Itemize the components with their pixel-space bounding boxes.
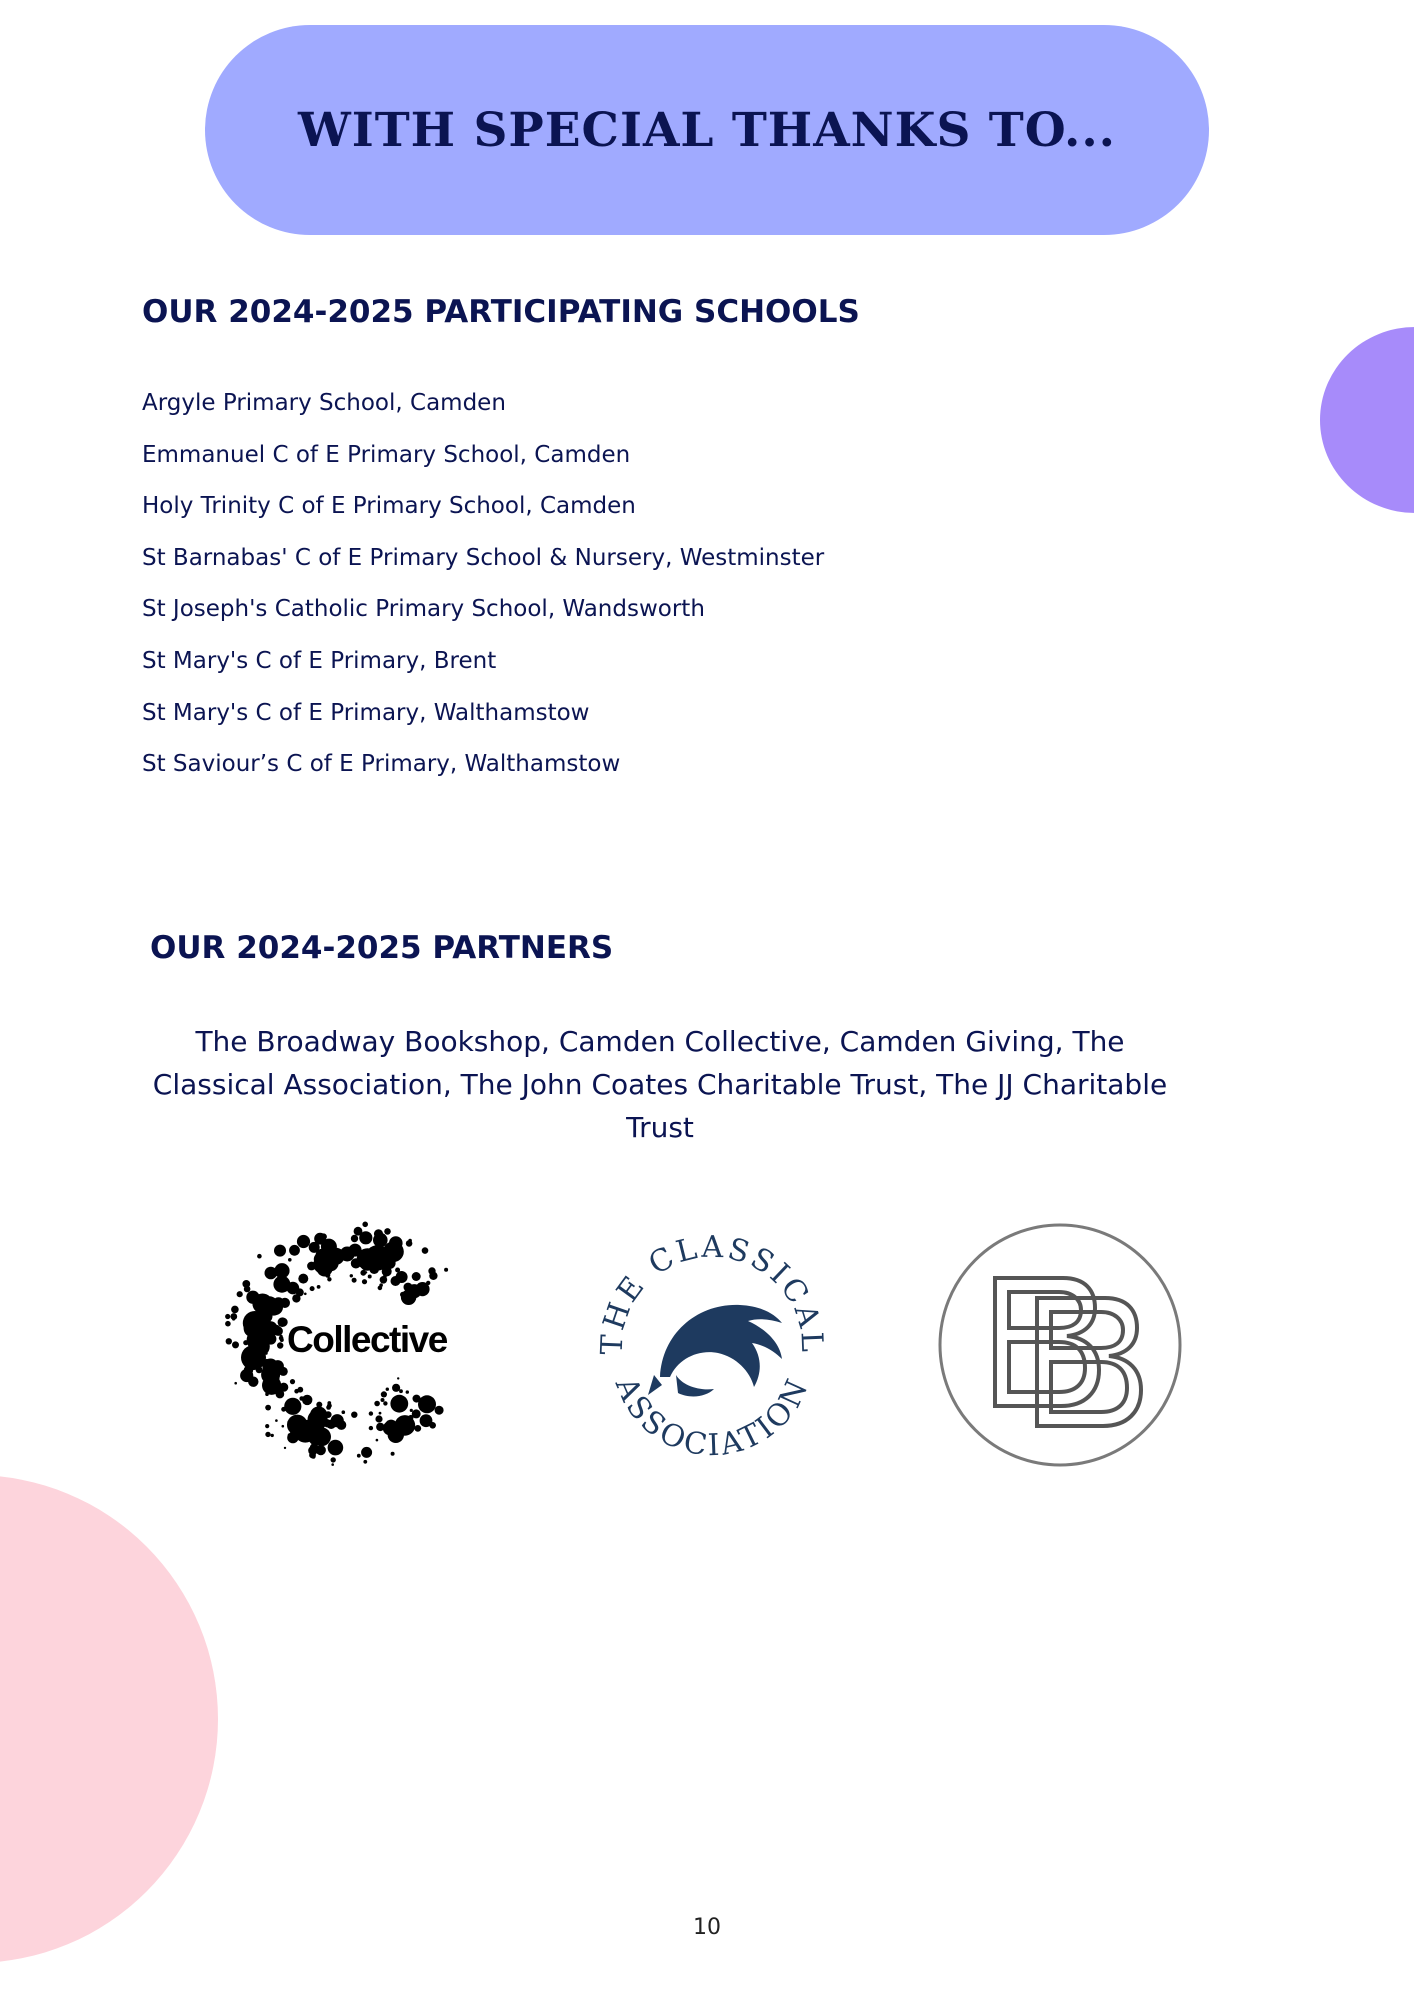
collective-logo-dot	[265, 1405, 271, 1411]
collective-logo-dot	[328, 1440, 344, 1456]
collective-logo-dot	[287, 1421, 290, 1424]
collective-logo-dot	[284, 1398, 301, 1415]
collective-logo-dot	[244, 1286, 251, 1293]
collective-logo-dot	[342, 1410, 346, 1414]
collective-logo-dot	[395, 1268, 400, 1273]
collective-logo-dot	[360, 1270, 366, 1276]
collective-logo-dot	[422, 1247, 429, 1254]
classical-association-logo	[590, 1225, 835, 1470]
collective-logo-dot	[271, 1434, 274, 1437]
collective-logo-dot	[351, 1412, 357, 1418]
collective-logo-dot	[374, 1229, 383, 1238]
collective-logo-dot	[376, 1439, 379, 1442]
collective-logo-dot	[273, 1297, 285, 1309]
collective-logo-dot	[444, 1268, 448, 1272]
collective-logo-dot	[226, 1338, 232, 1344]
collective-logo-dot	[401, 1290, 416, 1305]
page-number: 10	[693, 1915, 721, 1940]
collective-logo-dot	[408, 1239, 412, 1243]
collective-logo-dot	[294, 1389, 299, 1394]
collective-logo-dot	[248, 1377, 258, 1387]
collective-logo-dot	[381, 1391, 387, 1397]
list-item: St Joseph's Catholic Primary School, Wandsworth	[142, 596, 705, 623]
collective-logo-dot	[325, 1411, 332, 1418]
schools-list	[142, 390, 824, 803]
collective-logo-dot	[397, 1377, 399, 1379]
collective-logo-dot	[384, 1228, 391, 1235]
bb-monogram-icon	[995, 1278, 1141, 1426]
collective-logo-dot	[310, 1286, 315, 1291]
collective-logo-dot	[390, 1395, 408, 1413]
collective-logo-dot	[231, 1306, 239, 1314]
collective-logo-dot	[383, 1421, 397, 1435]
camden-collective-logo	[215, 1212, 475, 1472]
collective-logo-dot	[323, 1419, 331, 1427]
dolphin-icon	[648, 1305, 782, 1397]
collective-logo-dot	[412, 1272, 421, 1281]
collective-logo-dot	[321, 1239, 337, 1255]
collective-logo-dot	[351, 1235, 358, 1242]
collective-logo-dot	[284, 1447, 286, 1449]
collective-logo-dot	[362, 1222, 368, 1228]
collective-logo-dot	[350, 1274, 353, 1277]
collective-logo-dot	[265, 1392, 269, 1396]
collective-logo-dot	[383, 1401, 387, 1405]
collective-logo-dot	[361, 1447, 372, 1458]
collective-logo-dot	[298, 1274, 308, 1284]
collective-logo-dot	[272, 1360, 284, 1372]
collective-logo-dot	[273, 1276, 290, 1293]
collective-logo-dot	[331, 1256, 334, 1259]
list-item: St Saviour’s C of E Primary, Walthamstow	[142, 751, 621, 778]
collective-logo-dot	[234, 1382, 237, 1385]
collective-logo-dot	[360, 1257, 373, 1270]
decorative-purple-circle	[1320, 327, 1414, 513]
collective-logo-dot	[357, 1454, 361, 1458]
collective-logo-dot	[277, 1342, 283, 1348]
page-title: WITH SPECIAL THANKS TO...	[297, 102, 1117, 158]
collective-logo-dot	[297, 1235, 310, 1248]
schools-heading: OUR 2024-2025 PARTICIPATING SCHOOLS	[142, 294, 860, 330]
collective-logo-dot	[352, 1278, 357, 1283]
collective-logo-dot	[392, 1384, 400, 1392]
collective-logo-dot	[351, 1258, 361, 1268]
collective-logo-dot	[426, 1402, 431, 1407]
collective-logo-dot	[312, 1427, 331, 1446]
collective-logo-dot	[379, 1412, 382, 1415]
collective-logo-dot	[265, 1267, 278, 1280]
collective-logo-dot	[363, 1460, 367, 1464]
collective-logo-dot	[362, 1279, 367, 1284]
collective-logo-dot	[326, 1270, 330, 1274]
collective-logo-text: Collective	[287, 1319, 447, 1360]
collective-logo-dot	[287, 1415, 308, 1436]
collective-logo-dot	[257, 1254, 262, 1259]
collective-logo-dot	[304, 1293, 307, 1296]
collective-logo-dot	[406, 1390, 409, 1393]
collective-logo-dot	[225, 1321, 231, 1327]
collective-logo-dot	[389, 1236, 403, 1250]
collective-logo-dot	[259, 1321, 277, 1339]
collective-logo-dot	[311, 1415, 314, 1418]
collective-logo-dot	[326, 1405, 331, 1410]
collective-logo-dot	[429, 1422, 433, 1426]
collective-logo-dot	[369, 1426, 373, 1430]
collective-logo-dot	[289, 1245, 300, 1256]
classical-logo-bottom-text: ASSOCIATION	[607, 1371, 817, 1464]
classical-logo-top-text: THE CLASSICAL	[594, 1229, 830, 1356]
collective-logo-dot	[317, 1285, 321, 1289]
broadway-bookshop-logo	[935, 1220, 1185, 1470]
list-item: St Mary's C of E Primary, Walthamstow	[142, 699, 590, 726]
partners-text: The Broadway Bookshop, Camden Collective, Camden Giving, The Classical Association, The John Coates Charitable Trust, The JJ Charitable Trust	[152, 1025, 1168, 1144]
collective-logo-dot	[225, 1314, 230, 1319]
collective-logo-dot	[386, 1388, 389, 1391]
collective-logo-dot	[296, 1288, 304, 1296]
collective-logo-dot	[435, 1406, 444, 1415]
collective-logo-dot	[316, 1445, 326, 1455]
collective-logo-dot	[432, 1270, 435, 1273]
collective-logo-dot	[327, 1401, 331, 1405]
collective-logo-dot	[414, 1425, 421, 1432]
list-item: St Barnabas' C of E Primary School & Nursery, Westminster	[142, 544, 825, 571]
collective-logo-dot	[331, 1414, 344, 1427]
collective-logo-dot	[368, 1275, 372, 1279]
collective-logo-dot	[280, 1335, 283, 1338]
collective-logo-dot	[243, 1340, 248, 1345]
collective-logo-dot	[391, 1276, 401, 1286]
collective-logo-dot	[288, 1258, 292, 1262]
list-item: St Mary's C of E Primary, Brent	[142, 647, 497, 674]
list-item: Argyle Primary School, Camden	[142, 390, 506, 416]
collective-logo-dot	[391, 1452, 395, 1456]
partners-heading: OUR 2024-2025 PARTNERS	[150, 930, 614, 966]
collective-logo-dot	[274, 1245, 286, 1257]
collective-logo-dot	[369, 1411, 373, 1415]
title-banner	[205, 25, 1209, 235]
collective-logo-dot	[282, 1425, 285, 1428]
collective-logo-dot	[374, 1401, 380, 1407]
collective-logo-dot	[279, 1383, 288, 1392]
collective-logo-dot	[381, 1398, 385, 1402]
collective-logo-dot	[232, 1317, 235, 1320]
collective-logo-dot	[265, 1432, 270, 1437]
collective-logo-dot	[349, 1244, 362, 1257]
collective-logo-dot	[375, 1415, 382, 1422]
collective-logo-dot	[287, 1432, 298, 1443]
svg-text:ASSOCIATION	[607, 1371, 816, 1463]
collective-logo-dot	[302, 1395, 312, 1405]
decorative-pink-circle	[0, 1475, 218, 1963]
collective-logo-dot	[354, 1227, 363, 1236]
collective-logo-dot	[290, 1379, 295, 1384]
collective-logo-dot	[316, 1402, 322, 1408]
collective-logo-dot	[426, 1281, 430, 1285]
collective-logo-dot	[331, 1463, 334, 1466]
collective-logo-dot	[265, 1424, 269, 1428]
collective-logo-dot	[275, 1419, 278, 1422]
collective-logo-dot	[232, 1341, 239, 1348]
collective-logo-dot	[331, 1457, 336, 1462]
collective-logo-dot	[237, 1291, 243, 1297]
collective-logo-dot	[249, 1336, 270, 1357]
collective-logo-dot	[309, 1452, 316, 1459]
list-item: Emmanuel C of E Primary School, Camden	[142, 441, 631, 468]
collective-logo-dot	[379, 1283, 383, 1287]
collective-logo-dot	[395, 1415, 416, 1436]
list-item: Holy Trinity C of E Primary School, Camden	[142, 493, 636, 520]
collective-logo-dot	[399, 1389, 403, 1393]
